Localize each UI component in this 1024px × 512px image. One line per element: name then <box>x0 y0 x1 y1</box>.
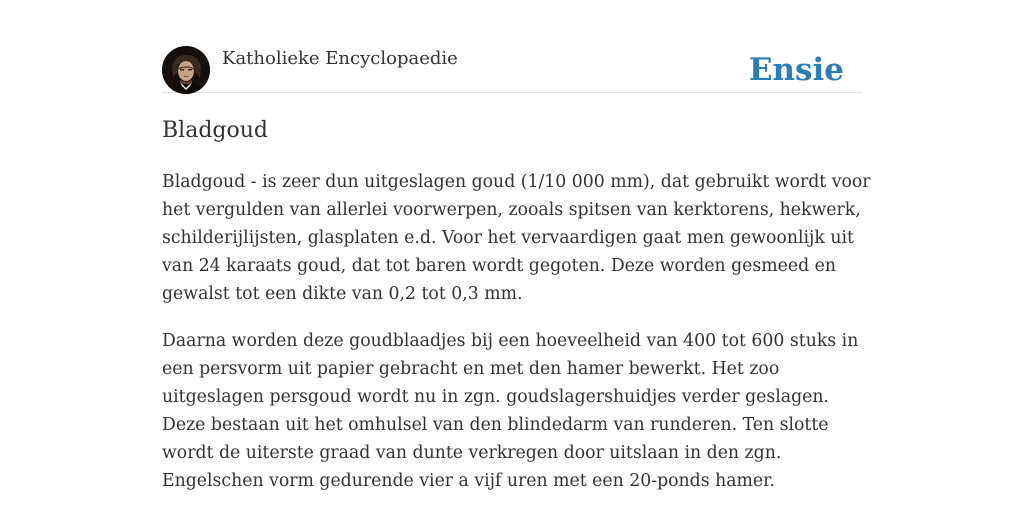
brand-logo[interactable]: Ensie <box>748 52 844 88</box>
source-name[interactable]: Katholieke Encyclopaedie <box>222 48 458 69</box>
source-header <box>162 44 862 93</box>
article-paragraph: Daarna worden deze goudblaadjes bij een hoeveelheid van 400 tot 600 stuks in een persvorm uit papier gebracht en met den hamer bewerkt. Het zoo uitgeslagen persgoud wordt nu in zgn. goudslagershuidjes verder geslagen. Deze bestaan uit het omhulsel van den blindedarm van runderen. Ten slotte wordt de uiterste graad van dunte verkregen door uitslaan in den zgn. Engelschen vorm gedurende vier a vijf uren met een 20-ponds hamer. <box>162 331 859 491</box>
article-paragraph: Bladgoud - is zeer dun uitgeslagen goud (1/10 000 mm), dat gebruikt wordt voor het vergulden van allerlei voorwerpen, zooals spitsen van kerktorens, hekwerk, schilderijlijsten, glasplaten e.d. Voor het vervaardigen gaat men gewoonlijk uit van 24 karaats goud, dat tot baren wordt gegoten. Deze worden gesmeed en gewalst tot een dikte van 0,2 tot 0,3 mm. <box>162 172 871 304</box>
article-title: Bladgoud <box>162 118 268 143</box>
article-body <box>162 168 872 512</box>
portrait-avatar-icon[interactable] <box>162 46 210 94</box>
